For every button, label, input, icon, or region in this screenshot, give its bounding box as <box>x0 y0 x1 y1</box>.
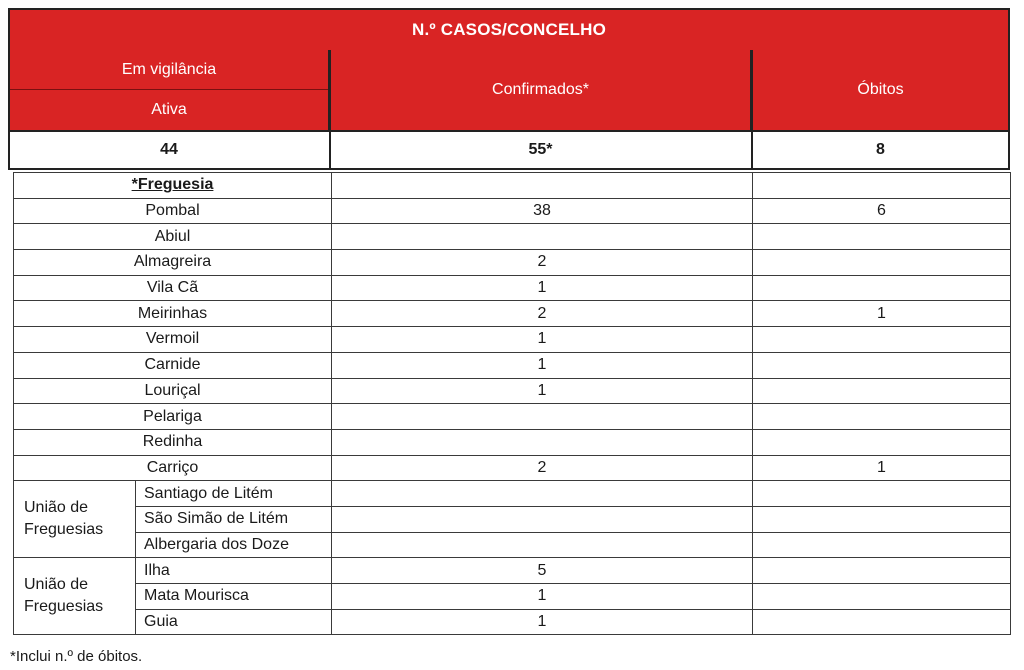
obitos-cell <box>753 275 1011 301</box>
header-obitos: Óbitos <box>753 50 1008 130</box>
confirmados-cell: 1 <box>332 609 753 635</box>
obitos-cell <box>753 224 1011 250</box>
uniao-item-name: Santiago de Litém <box>136 481 332 507</box>
table-row <box>14 404 1011 430</box>
confirmados-cell: 1 <box>332 584 753 610</box>
table-row <box>14 609 1011 635</box>
freguesia-name: Carriço <box>14 455 332 481</box>
table-row <box>14 558 1011 584</box>
confirmados-cell: 1 <box>332 327 753 353</box>
table-title: N.º CASOS/CONCELHO <box>8 8 1010 51</box>
table-row <box>14 584 1011 610</box>
table-row <box>14 352 1011 378</box>
table-row <box>14 301 1011 327</box>
header-confirmados: Confirmados* <box>331 50 750 130</box>
table-row <box>14 455 1011 481</box>
confirmados-cell <box>332 404 753 430</box>
obitos-cell <box>753 404 1011 430</box>
confirmados-cell <box>332 532 753 558</box>
confirmados-cell: 1 <box>332 378 753 404</box>
freguesia-header-cell <box>14 173 332 199</box>
confirmados-cell: 2 <box>332 301 753 327</box>
freguesias-table <box>13 172 1011 635</box>
confirmados-cell <box>332 506 753 532</box>
obitos-cell: 1 <box>753 455 1011 481</box>
uniao-label-line1: União de <box>24 499 89 517</box>
uniao-item-name: Guia <box>136 609 332 635</box>
table-row <box>14 532 1011 558</box>
table-row <box>14 224 1011 250</box>
total-vigilancia: 44 <box>160 141 178 158</box>
total-obitos: 8 <box>876 141 885 158</box>
obitos-cell <box>753 558 1011 584</box>
obitos-cell: 6 <box>753 198 1011 224</box>
footnote: *Inclui n.º de óbitos. <box>10 648 143 665</box>
table-row <box>14 275 1011 301</box>
confirmados-cell: 5 <box>332 558 753 584</box>
uniao-label <box>14 481 136 558</box>
confirmados-cell: 2 <box>332 250 753 276</box>
table-row <box>14 429 1011 455</box>
table-row <box>14 250 1011 276</box>
obitos-cell <box>753 609 1011 635</box>
empty-cell <box>332 173 753 199</box>
confirmados-cell: 1 <box>332 275 753 301</box>
obitos-cell <box>753 481 1011 507</box>
table-row <box>14 506 1011 532</box>
obitos-cell <box>753 378 1011 404</box>
freguesia-name: Pombal <box>14 198 332 224</box>
freguesia-name: Pelariga <box>14 404 332 430</box>
header-ativa: Ativa <box>10 90 328 130</box>
freguesia-name: Carnide <box>14 352 332 378</box>
uniao-item-name: São Simão de Litém <box>136 506 332 532</box>
freguesia-name: Almagreira <box>14 250 332 276</box>
uniao-label-line2: Freguesias <box>24 598 104 616</box>
confirmados-cell <box>332 481 753 507</box>
obitos-cell <box>753 327 1011 353</box>
confirmados-cell: 38 <box>332 198 753 224</box>
uniao-item-name: Albergaria dos Doze <box>136 532 332 558</box>
obitos-cell <box>753 352 1011 378</box>
confirmados-cell <box>332 429 753 455</box>
table-row <box>14 327 1011 353</box>
confirmados-cell <box>332 224 753 250</box>
uniao-label-line1: União de <box>24 576 89 594</box>
freguesia-name: Abiul <box>14 224 332 250</box>
table-row <box>14 481 1011 507</box>
table-row <box>14 198 1011 224</box>
obitos-cell: 1 <box>753 301 1011 327</box>
obitos-cell <box>753 250 1011 276</box>
empty-cell <box>753 173 1011 199</box>
freguesia-header: *Freguesia <box>131 176 214 194</box>
confirmados-cell: 2 <box>332 455 753 481</box>
obitos-cell <box>753 506 1011 532</box>
table-row <box>14 378 1011 404</box>
uniao-label-line2: Freguesias <box>24 521 104 539</box>
freguesia-name: Louriçal <box>14 378 332 404</box>
freguesia-name: Vila Cã <box>14 275 332 301</box>
freguesia-name: Vermoil <box>14 327 332 353</box>
obitos-cell <box>753 532 1011 558</box>
obitos-cell <box>753 429 1011 455</box>
total-confirmados: 55* <box>528 141 553 158</box>
header-em-vigilancia: Em vigilância <box>10 50 328 90</box>
table-row <box>14 173 1011 199</box>
confirmados-cell: 1 <box>332 352 753 378</box>
uniao-label <box>14 558 136 635</box>
uniao-item-name: Mata Mourisca <box>136 584 332 610</box>
obitos-cell <box>753 584 1011 610</box>
uniao-item-name: Ilha <box>136 558 332 584</box>
freguesia-name: Redinha <box>14 429 332 455</box>
freguesia-name: Meirinhas <box>14 301 332 327</box>
